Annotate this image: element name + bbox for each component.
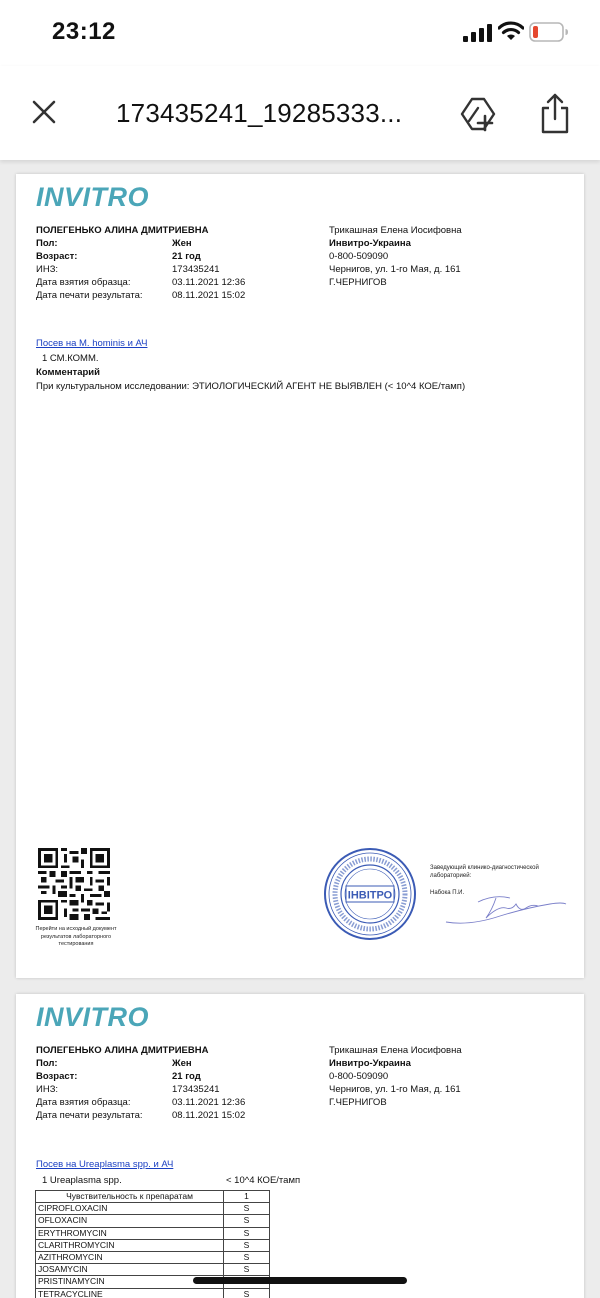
patient-name: ПОЛЕГЕНЬКО АЛИНА ДМИТРИЕВНА [36,1045,209,1056]
lab-info [329,224,462,289]
table-header-col: 1 [224,1191,270,1203]
doctor-name: Трикашная Елена Иосифовна [329,1045,462,1056]
age-value: 21 год [172,251,201,262]
battery-icon [529,22,569,42]
lab-phone: 0-800-509090 [329,1071,389,1082]
cellular-signal-icon [463,24,493,42]
drug-name: AZITHROMYCIN [36,1251,224,1263]
lab-seal-icon [318,846,422,942]
print-date-value: 08.11.2021 15:02 [172,1110,246,1121]
sensitivity-result: S [224,1264,270,1276]
lab-city: Г.ЧЕРНИГОВ [329,277,387,288]
invitro-logo: INVITRO [36,1002,150,1032]
qr-code-icon[interactable] [38,848,110,920]
age-value: 21 год [172,1071,201,1082]
sensitivity-result: S [224,1215,270,1227]
lab-org: Инвитро-Украина [329,238,411,249]
status-bar [0,0,600,66]
wifi-icon [498,21,524,41]
material: 1 СМ.КОММ. [42,353,99,364]
table-row [36,1215,270,1227]
markup-icon[interactable] [458,94,498,134]
table-header-drug: Чувствительность к препаратам [36,1191,224,1203]
sample-date-label: Дата взятия образца: [36,1097,131,1108]
drug-name: JOSAMYCIN [36,1264,224,1276]
organism: 1 Ureaplasma spp. [42,1175,122,1186]
pdf-page-2[interactable] [16,994,584,1298]
drug-name: CIPROFLOXACIN [36,1203,224,1215]
lab-city: Г.ЧЕРНИГОВ [329,1097,387,1108]
pdf-page-1[interactable] [16,174,584,978]
drug-name: ERYTHROMYCIN [36,1227,224,1239]
table-row [36,1264,270,1276]
signature-icon [440,886,570,930]
sensitivity-result: S [224,1203,270,1215]
sex-label: Пол: [36,1058,58,1069]
inz-value: 173435241 [172,264,220,275]
patient-info [36,224,245,302]
close-icon[interactable] [28,96,60,128]
comment-text: При культуральном исследовании: ЭТИОЛОГИЧЕСКИЙ АГЕНТ НЕ ВЫЯВЛЕН (< 10^4 КОЕ/тамп) [36,381,466,392]
lab-address: Чернигов, ул. 1-го Мая, д. 161 [329,1084,461,1095]
patient-name: ПОЛЕГЕНЬКО АЛИНА ДМИТРИЕВНА [36,225,209,236]
organism-value: < 10^4 КОЕ/тамп [226,1175,301,1186]
print-date-label: Дата печати результата: [36,1110,143,1121]
table-row [36,1251,270,1263]
table-row [36,1288,270,1298]
lab-org: Инвитро-Украина [329,1058,411,1069]
sex-value: Жен [172,1058,192,1069]
sensitivity-result: S [224,1239,270,1251]
inz-value: 173435241 [172,1084,220,1095]
test-name-link[interactable]: Посев на Ureaplasma spp. и АЧ [36,1159,174,1170]
sample-date-value: 03.11.2021 12:36 [172,1097,246,1108]
document-title: 173435241_19285333... [116,98,403,128]
patient-info [36,1044,245,1122]
drug-name: CLARITHROMYCIN [36,1239,224,1251]
lab-address: Чернигов, ул. 1-го Мая, д. 161 [329,264,461,275]
table-row [36,1203,270,1215]
drug-name: PRISTINAMYCIN [36,1276,224,1288]
sensitivity-result: S [224,1288,270,1298]
drug-name: TETRACYCLINE [36,1288,224,1298]
comment-label: Комментарий [36,367,100,378]
table-row [36,1239,270,1251]
home-indicator[interactable] [193,1277,407,1284]
signer-title: Заведующий клинико-диагностической лабораторией: [430,865,539,879]
sex-value: Жен [172,238,192,249]
document-toolbar [0,66,600,160]
table-header-row [36,1191,270,1203]
qr-caption: Перейти на исходный документ результатов лабораторного тестирования [35,926,117,947]
print-date-label: Дата печати результата: [36,290,143,301]
share-icon[interactable] [537,92,573,134]
status-time: 23:12 [52,18,116,45]
inz-label: ИНЗ: [36,1084,59,1095]
lab-phone: 0-800-509090 [329,251,389,262]
drug-name: OFLOXACIN [36,1215,224,1227]
sample-date-value: 03.11.2021 12:36 [172,277,246,288]
sensitivity-result: S [224,1251,270,1263]
test-name-link[interactable]: Посев на M. hominis и АЧ [36,338,148,349]
sensitivity-result: S [224,1227,270,1239]
age-label: Возраст: [36,251,78,262]
print-date-value: 08.11.2021 15:02 [172,290,246,301]
sample-date-label: Дата взятия образца: [36,277,131,288]
lab-info [329,1044,462,1109]
invitro-logo: INVITRO [36,182,150,212]
table-row [36,1227,270,1239]
age-label: Возраст: [36,1071,78,1082]
doctor-name: Трикашная Елена Иосифовна [329,225,462,236]
sex-label: Пол: [36,238,58,249]
signer-name: Набока П.И. [430,890,465,896]
seal-text: ІНВІТРО [347,889,393,902]
inz-label: ИНЗ: [36,264,59,275]
